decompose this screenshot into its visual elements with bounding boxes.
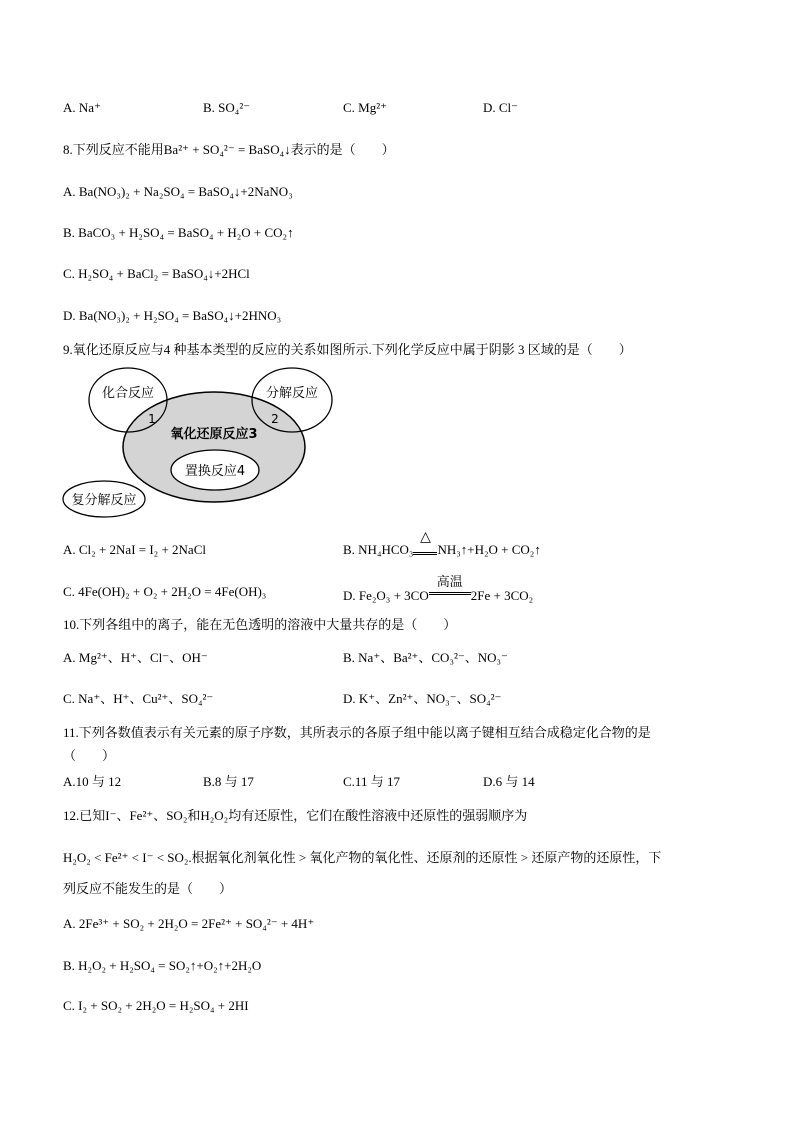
q11-option-a: A.10 与 12 [63, 774, 122, 789]
q9-option-b-label: B. [343, 542, 355, 557]
q8-stem: 8.下列反应不能用Ba²⁺ + SO₄²⁻ = BaSO₄↓表示的是（ ） [63, 142, 395, 157]
condition-arrow [413, 530, 437, 559]
redox-label: 氧化还原反应3 [170, 427, 258, 442]
q12-option-b: B. H₂O₂ + H₂SO₄ = SO₂↑+O₂↑+2H₂O [63, 958, 262, 973]
q7-option-b: B. SO₄²⁻ [203, 100, 251, 115]
q9-option-b [343, 530, 541, 559]
q10-option-c: C. Na⁺、H⁺、Cu²⁺、SO₄²⁻ [63, 691, 214, 706]
double-decomposition-label: 复分解反应 [71, 493, 137, 508]
q8-option-d: D. Ba(NO₃)₂ + H₂SO₄ = BaSO₄↓+2HNO₃ [63, 308, 282, 323]
q8-option-c: C. H₂SO₄ + BaCl₂ = BaSO₄↓+2HCl [63, 266, 250, 281]
q9-option-d-reactant: Fe₂O₃ + 3CO [358, 588, 429, 603]
q12-stem: 12.已知I⁻、Fe²⁺、SO₂和H₂O₂均有还原性，它们在酸性溶液中还原性的强弱顺序为 [63, 808, 528, 823]
q12-option-a: A. 2Fe³⁺ + SO₂ + 2H₂O = 2Fe²⁺ + SO₄²⁻ + 4H⁺ [63, 916, 315, 931]
q12-option-c: C. I₂ + SO₂ + 2H₂O = H₂SO₄ + 2HI [63, 998, 249, 1013]
q11-option-b: B.8 与 17 [203, 774, 254, 789]
q7-option-a: A. Na⁺ [63, 100, 101, 115]
q11-stem-cont: （ ） [63, 748, 116, 763]
q7-option-c: C. Mg²⁺ [343, 100, 387, 115]
high-temperature-label: 高温 [436, 574, 463, 589]
q11-stem: 11.下列各数值表示有关元素的原子序数，其所表示的各原子组中能以离子键相互结合成稳定化合物的是 [63, 725, 651, 740]
q9-option-c: C. 4Fe(OH)₂ + O₂ + 2H₂O = 4Fe(OH)₃ [63, 584, 267, 599]
region-2-label: 2 [271, 412, 279, 426]
q9-option-a: A. Cl₂ + 2NaI = I₂ + 2NaCl [63, 542, 206, 557]
q11-option-d: D.6 与 14 [483, 774, 535, 789]
reaction-venn-diagram [60, 365, 350, 525]
q10-stem: 10.下列各组中的离子，能在无色透明的溶液中大量共存的是（ ） [63, 617, 457, 632]
q10-option-d: D. K⁺、Zn²⁺、NO₃⁻、SO₄²⁻ [343, 691, 502, 706]
q7-option-d: D. Cl⁻ [483, 100, 519, 115]
q12-stem-line2: H₂O₂ < Fe²⁺ < I⁻ < SO₂.根据氧化剂氧化性 > 氧化产物的氧化性、还原剂的还原性 > 还原产物的还原性，下 [63, 850, 662, 865]
combination-label: 化合反应 [101, 386, 155, 401]
double-line [413, 552, 437, 555]
q10-option-a: A. Mg²⁺、H⁺、Cl⁻、OH⁻ [63, 650, 208, 665]
q9-option-d [343, 574, 534, 605]
double-line [429, 592, 471, 595]
q9-option-b-reactant: NH₄HCO₃ [358, 542, 414, 557]
q10-option-b: B. Na⁺、Ba²⁺、CO₃²⁻、NO₃⁻ [343, 650, 508, 665]
region-1-label: 1 [148, 412, 156, 426]
q9-option-d-products: 2Fe + 3CO₂ [470, 588, 534, 603]
q11-option-c: C.11 与 17 [343, 774, 400, 789]
condition-arrow [429, 574, 471, 605]
displacement-label: 置换反应4 [184, 464, 246, 479]
heat-symbol: △ [420, 530, 431, 545]
q8-option-b: B. BaCO₃ + H₂SO₄ = BaSO₄ + H₂O + CO₂↑ [63, 225, 294, 240]
q8-option-a: A. Ba(NO₃)₂ + Na₂SO₄ = BaSO₄↓+2NaNO₃ [63, 184, 293, 199]
q9-option-b-products: NH₃↑+H₂O + CO₂↑ [437, 542, 541, 557]
q9-stem: 9.氧化还原反应与4 种基本类型的反应的关系如图所示.下列化学反应中属于阴影 3 区域的是（ ） [63, 342, 632, 357]
q9-option-d-label: D. [343, 588, 356, 603]
q12-stem-line3: 列反应不能发生的是（ ） [63, 881, 233, 896]
decomposition-label: 分解反应 [265, 386, 319, 401]
